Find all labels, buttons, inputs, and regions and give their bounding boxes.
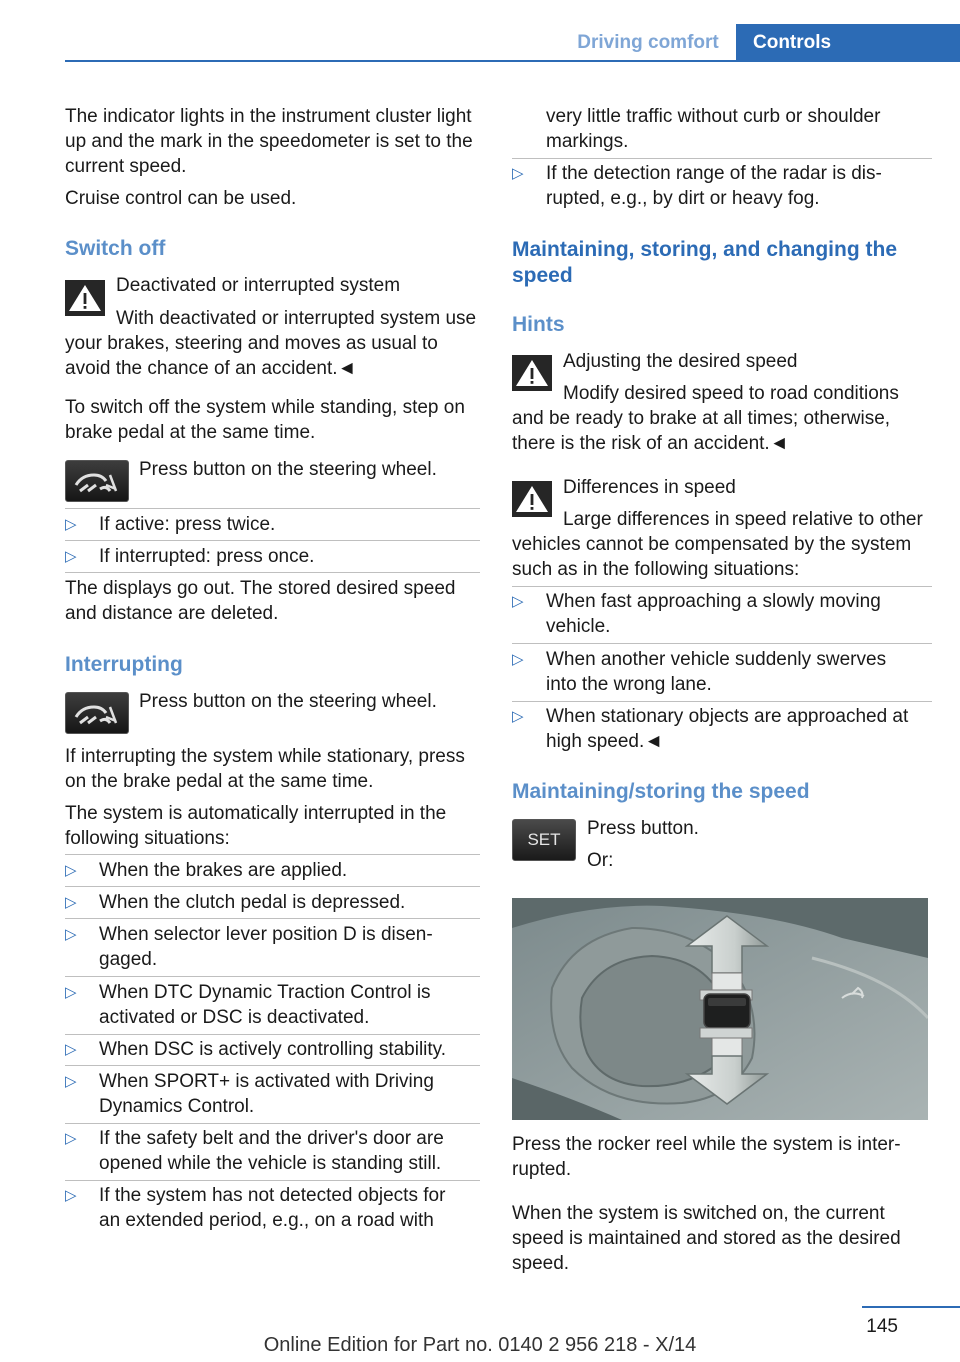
switch-off-standing-paragraph: To switch off the system while standing, step on brake pedal at the same time. (65, 397, 465, 443)
interrupting-paragraph-1: If interrupting the system while stationary, press on the brake pedal at the same time. (65, 746, 465, 792)
triangle-right-icon: ▷ (512, 651, 524, 668)
separator (65, 1180, 480, 1181)
warning-text: With deactivated or interrupted system use your brakes, steering and moves as usual to avoid the chance of an accident.◄ (65, 308, 477, 379)
switch-off-button-instruction: Press button on the steering wheel. (139, 459, 437, 480)
heading-interrupting: Interrupting (65, 653, 183, 676)
interrupting-button-instruction: Press button on the steering wheel. (139, 691, 437, 712)
header-rule (65, 60, 960, 62)
list-item: ▷ When SPORT+ is activated with Driving Dynamics Control. (65, 1071, 434, 1117)
footer-rule (862, 1306, 960, 1308)
separator (512, 643, 932, 644)
triangle-right-icon: ▷ (65, 548, 77, 565)
set-press-instruction: Press button. (587, 818, 699, 839)
separator (512, 586, 932, 587)
triangle-right-icon: ▷ (65, 1073, 77, 1090)
separator (65, 508, 480, 509)
heading-switch-off: Switch off (65, 237, 166, 260)
separator (65, 1123, 480, 1124)
intro-paragraph-2: Cruise control can be used. (65, 188, 297, 209)
page-number: 145 (866, 1316, 898, 1337)
warning-title: Differences in speed (563, 477, 736, 498)
switch-off-after-paragraph: The displays go out. The stored desired speed and distance are deleted. (65, 578, 456, 624)
separator (65, 918, 480, 919)
cruise-control-icon (65, 692, 129, 734)
triangle-right-icon: ▷ (65, 926, 77, 943)
list-item: ▷ When DSC is actively controlling stability. (65, 1039, 447, 1060)
system-on-paragraph: When the system is switched on, the current speed is maintained and stored as the desired speed. (512, 1203, 901, 1274)
triangle-right-icon: ▷ (65, 984, 77, 1001)
cruise-control-icon (65, 460, 129, 502)
triangle-right-icon: ▷ (512, 593, 524, 610)
heading-hints: Hints (512, 313, 565, 336)
separator (65, 1065, 480, 1066)
rocker-reel-paragraph: Press the rocker reel while the system is inter‐ rupted. (512, 1134, 901, 1180)
triangle-right-icon: ▷ (65, 1041, 77, 1058)
separator (65, 886, 480, 887)
list-item: ▷ When DTC Dynamic Traction Control is activated or DSC is deactivated. (65, 982, 431, 1028)
list-item: ▷ If interrupted: press once. (65, 546, 315, 567)
header-tab-controls (736, 24, 960, 62)
list-item: ▷ If the system has not detected objects for an extended period, e.g., on a road with (65, 1185, 446, 1231)
header-tab-label: Controls (753, 32, 832, 53)
warning-title: Deactivated or interrupted system (116, 275, 401, 296)
separator (65, 572, 480, 573)
triangle-right-icon: ▷ (65, 894, 77, 911)
triangle-right-icon: ▷ (512, 165, 524, 182)
footer-edition: Online Edition for Part no. 0140 2 956 218 - X/14 (263, 1334, 697, 1356)
list-item: ▷ When the brakes are applied. (65, 860, 348, 881)
list-item: ▷ If active: press twice. (65, 514, 276, 535)
triangle-right-icon: ▷ (65, 1130, 77, 1147)
warning-title: Adjusting the desired speed (563, 351, 798, 372)
list-item: ▷ When another vehicle suddenly swerves into the wrong lane. (512, 649, 887, 695)
list-item: ▷ When stationary objects are approached at high speed.◄ (512, 706, 909, 752)
separator (512, 158, 932, 159)
interrupting-paragraph-2: The system is automatically interrupted in the following situations: (65, 803, 447, 849)
triangle-right-icon: ▷ (65, 862, 77, 879)
header-section: Driving comfort (577, 32, 719, 53)
intro-paragraph: The indicator lights in the instrument cluster light up and the mark in the speedometer is set to the current speed. (65, 106, 473, 177)
list-item: ▷ When the clutch pedal is depressed. (65, 892, 406, 913)
triangle-right-icon: ▷ (65, 1187, 77, 1204)
set-or-text: Or: (587, 850, 614, 871)
list-item: ▷ When fast approaching a slowly moving vehicle. (512, 591, 881, 637)
warning-text: Large differences in speed relative to other vehicles cannot be compensated by the system such as in the following situations: (512, 509, 923, 580)
triangle-right-icon: ▷ (65, 516, 77, 533)
set-button-icon: SET (512, 819, 576, 861)
separator (65, 540, 480, 541)
list-item: ▷ If the detection range of the radar is dis‐ rupted, e.g., by dirt or heavy fog. (512, 163, 882, 209)
steering-wheel-rocker-illustration (512, 898, 928, 1120)
separator (65, 976, 480, 977)
heading-maintaining-storing-changing: Maintaining, storing, and changing the speed (512, 238, 897, 287)
list-item: ▷ If the safety belt and the driver's door are opened while the vehicle is standing still. (65, 1128, 444, 1174)
separator (512, 701, 932, 702)
heading-maintaining-storing: Maintaining/storing the speed (512, 780, 810, 803)
list-item: ▷ When selector lever position D is disen‐ gaged. (65, 924, 433, 970)
triangle-right-icon: ▷ (512, 708, 524, 725)
list-item-continuation: very little traffic without curb or shoulder markings. (546, 106, 881, 152)
warning-text: Modify desired speed to road conditions and be ready to brake at all times; otherwise, there is the risk of an accident.◄ (512, 383, 899, 454)
separator (65, 1034, 480, 1035)
separator (65, 854, 480, 855)
